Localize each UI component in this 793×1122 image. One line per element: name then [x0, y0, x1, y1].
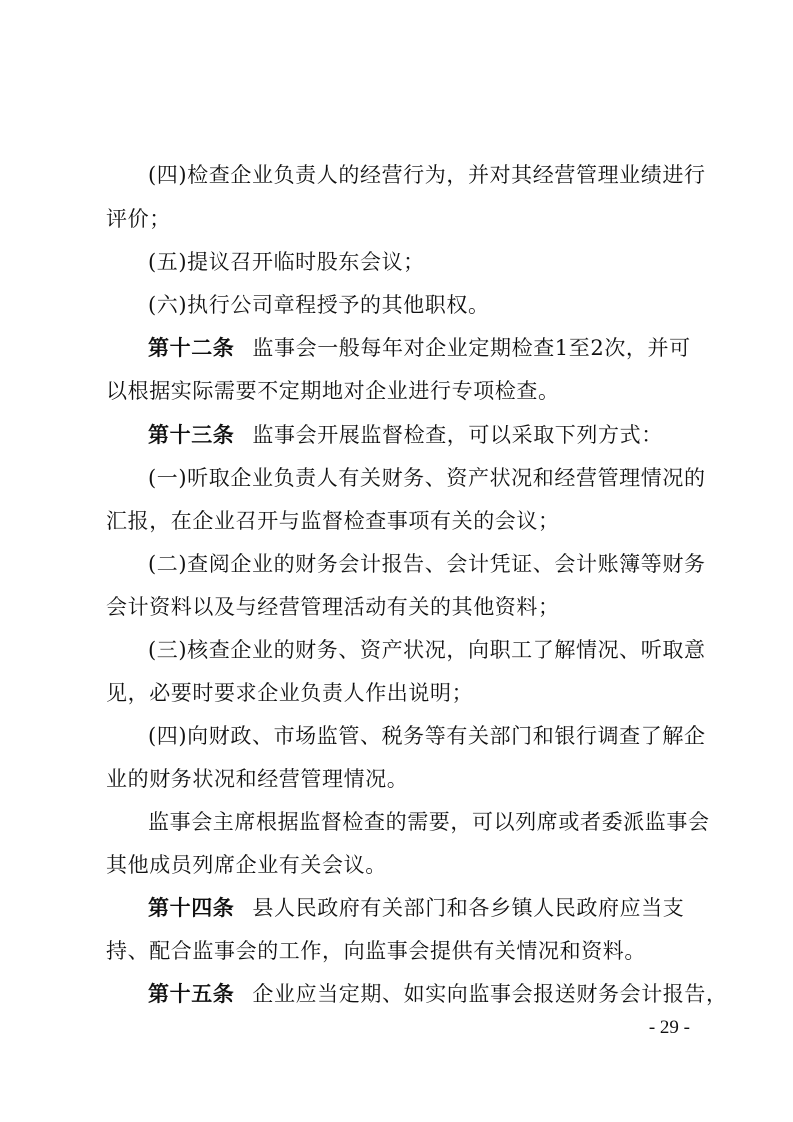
paragraph-line: 会计资料以及与经营管理活动有关的其他资料； — [106, 595, 560, 619]
paragraph-line: (四)检查企业负责人的经营行为，并对其经营管理业绩进行 — [148, 163, 706, 187]
article-text: 县人民政府有关部门和各乡镇人民政府应当支 — [252, 896, 685, 920]
article-heading: 第十二条 — [148, 335, 235, 360]
paragraph-line: (三)核查企业的财务、资产状况，向职工了解情况、听取意 — [148, 638, 706, 662]
article-text: 监事会开展监督检查，可以采取下列方式： — [252, 423, 663, 447]
article-paragraph — [148, 979, 748, 1009]
page-number: - 29 - — [648, 1017, 690, 1038]
paragraph-line: (二)查阅企业的财务会计报告、会计凭证、会计账簿等财务 — [148, 552, 706, 576]
paragraph-line: 汇报，在企业召开与监督检查事项有关的会议； — [106, 509, 560, 533]
paragraph-line: 评价； — [106, 207, 171, 231]
paragraph-line: (五)提议召开临时股东会议； — [148, 250, 425, 274]
article-heading: 第十五条 — [148, 981, 235, 1006]
paragraph-line: 见，必要时要求企业负责人作出说明； — [106, 681, 474, 705]
paragraph-line: 业的财务状况和经营管理情况。 — [106, 767, 409, 791]
paragraph-line: 持、配合监事会的工作，向监事会提供有关情况和资料。 — [106, 939, 646, 963]
article-text: 监事会一般每年对企业定期检查1至2次，并可 — [252, 336, 691, 360]
paragraph-line: 其他成员列席企业有关会议。 — [106, 853, 387, 877]
article-paragraph — [148, 420, 748, 450]
paragraph-line: (四)向财政、市场监管、税务等有关部门和银行调查了解企 — [148, 724, 706, 748]
article-heading: 第十三条 — [148, 422, 235, 447]
article-heading: 第十四条 — [148, 895, 235, 920]
article-text: 企业应当定期、如实向监事会报送财务会计报告， — [252, 982, 728, 1006]
paragraph-line: (六)执行公司章程授予的其他职权。 — [148, 293, 490, 317]
paragraph-line: 监事会主席根据监督检查的需要，可以列席或者委派监事会 — [148, 810, 710, 834]
paragraph-line: (一)听取企业负责人有关财务、资产状况和经营管理情况的 — [148, 466, 706, 490]
article-paragraph — [148, 333, 748, 363]
article-paragraph — [148, 893, 748, 923]
paragraph-line: 以根据实际需要不定期地对企业进行专项检查。 — [106, 379, 560, 403]
